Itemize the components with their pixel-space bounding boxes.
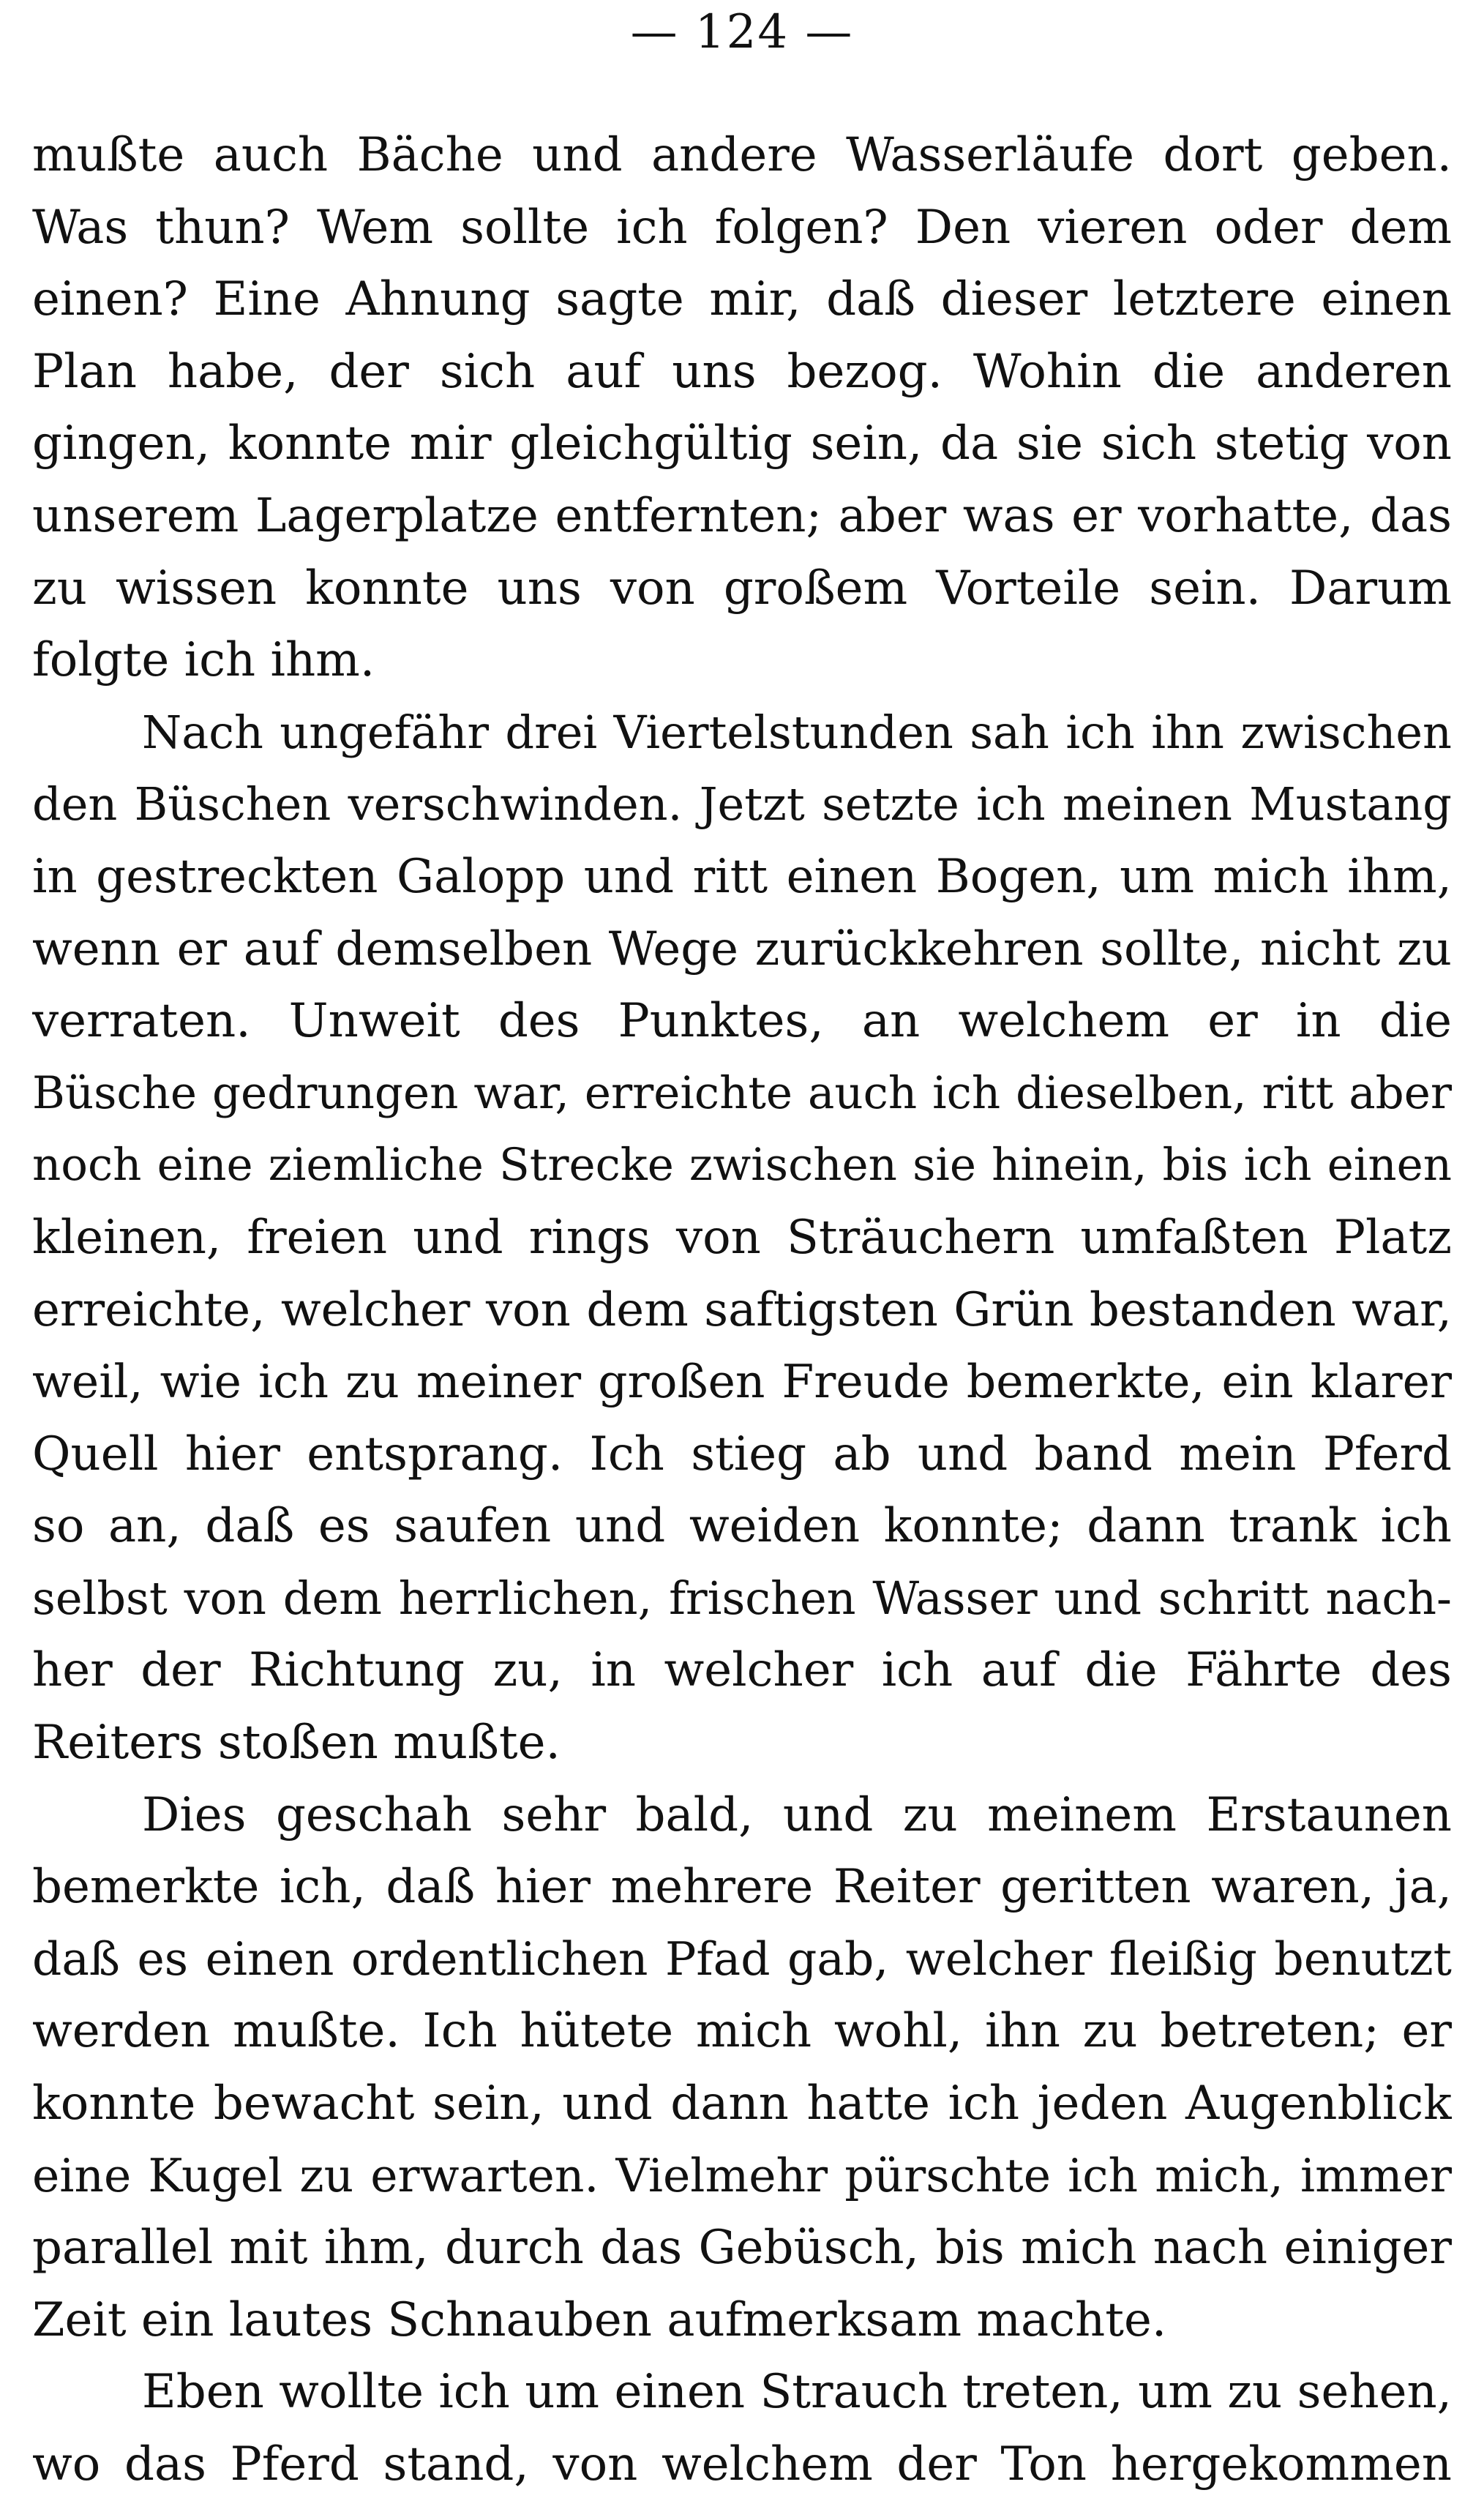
text-line: Quell hier entsprang. Ich stieg ab und band mein Pferd (32, 1427, 1452, 1481)
text-line: weil, wie ich zu meiner großen Freude bemerkte, ein klarer (32, 1355, 1452, 1409)
text-line: bemerkte ich, daß hier mehrere Reiter geritten waren, ja, (32, 1860, 1452, 1915)
text-line: Büsche gedrungen war, erreichte auch ich dieselben, ritt aber (32, 1066, 1452, 1119)
paragraph-first-line: Dies geschah sehr bald, und zu meinem Erstaunen (142, 1787, 1452, 1842)
text-line: folgte ich ihm. (32, 633, 375, 688)
text-line: her der Richtung zu, in welcher ich auf die Fährte des (32, 1643, 1452, 1698)
text-line: wo das Pferd stand, von welchem der Ton hergekommen (32, 2437, 1452, 2491)
text-line: parallel mit ihm, durch das Gebüsch, bis mich nach einiger (32, 2221, 1452, 2276)
text-line: selbst von dem herrlichen, frischen Wasser und schritt nach- (32, 1571, 1452, 1625)
text-line: Was thun? Wem sollte ich folgen? Den vieren oder dem (32, 200, 1452, 255)
paragraph-first-line: Nach ungefähr drei Viertelstunden sah ich ihn zwischen (142, 705, 1452, 759)
body-text (32, 119, 1452, 2501)
text-line: Zeit ein lautes Schnauben aufmerksam machte. (32, 2292, 1167, 2347)
text-line: eine Kugel zu erwarten. Vielmehr pürschte ich mich, immer (32, 2148, 1452, 2202)
text-line: unserem Lagerplatze entfernten; aber was er vorhatte, das (32, 488, 1452, 543)
text-line: den Büschen verschwinden. Jetzt setzte ich meinen Mustang (32, 777, 1452, 831)
text-line: gingen, konnte mir gleichgültig sein, da sie sich stetig von (32, 416, 1452, 471)
text-line: verraten. Unweit des Punktes, an welchem er in die (32, 994, 1452, 1049)
text-line: Reiters stoßen mußte. (32, 1716, 561, 1771)
text-line: daß es einen ordentlichen Pfad gab, welcher fleißig benutzt (32, 1932, 1452, 1986)
text-line: in gestreckten Galopp und ritt einen Bogen, um mich ihm, (32, 849, 1452, 904)
text-line: Plan habe, der sich auf uns bezog. Wohin die anderen (32, 344, 1452, 399)
text-line: wenn er auf demselben Wege zurückkehren sollte, nicht zu (32, 921, 1452, 976)
text-line: erreichte, welcher von dem saftigsten Grün bestanden war, (32, 1282, 1452, 1337)
text-line: kleinen, freien und rings von Sträuchern umfaßten Platz (32, 1210, 1452, 1265)
text-line: so an, daß es saufen und weiden konnte; dann trank ich (32, 1499, 1452, 1554)
text-line: einen? Eine Ahnung sagte mir, daß dieser letztere einen (32, 272, 1452, 327)
text-line: zu wissen konnte uns von großem Vorteile sein. Darum (32, 561, 1452, 616)
page-number: — 124 — (630, 5, 854, 59)
paragraph-first-line: Eben wollte ich um einen Strauch treten, um zu sehen, (142, 2365, 1452, 2420)
text-line: mußte auch Bäche und andere Wasserläufe dort geben. (32, 128, 1452, 182)
text-line: werden mußte. Ich hütete mich wohl, ihn zu betreten; er (32, 2004, 1452, 2059)
text-line: noch eine ziemliche Strecke zwischen sie hinein, bis ich einen (32, 1139, 1452, 1192)
text-line: konnte bewacht sein, und dann hatte ich jeden Augenblick (32, 2076, 1452, 2131)
